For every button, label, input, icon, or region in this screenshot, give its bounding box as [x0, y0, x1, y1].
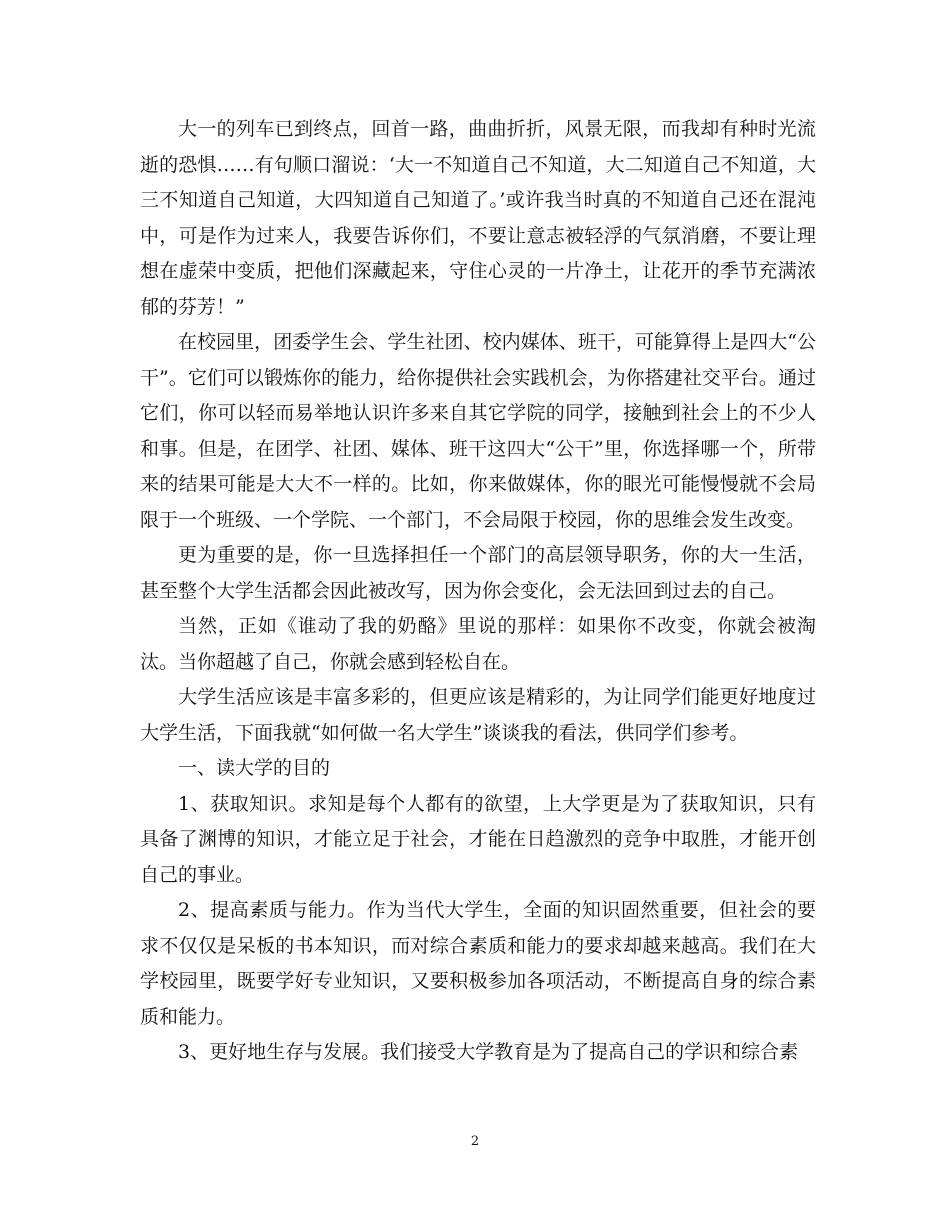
paragraph: 大一的列车已到终点，回首一路，曲曲折折，风景无限，而我却有种时光流逝的恐惧……有句顺口溜说：‘大一不知道自己不知道，大二知道自己不知道，大三不知道自己知道，大四知道自己知道了。’或许我当时真的不知道自己还在混沌中，可是作为过来人，我要告诉你们，不要让意志被轻浮的气氛消磨，不要让理想在虚荣中变质，把他们深藏起来，守住心灵的一片净土，让花开的季节充满浓郁的芬芳！”	[140, 118, 816, 318]
paragraph: 1、获取知识。求知是每个人都有的欲望，上大学更是为了获取知识，只有具备了渊博的知识，才能立足于社会，才能在日趋激烈的竞争中取胜，才能开创自己的事业。	[140, 792, 816, 886]
paragraph: 更为重要的是，你一旦选择担任一个部门的高层领导职务，你的大一生活，甚至整个大学生活都会因此被改写，因为你会变化，会无法回到过去的自己。	[140, 544, 816, 602]
paragraph: 在校园里，团委学生会、学生社团、校内媒体、班干，可能算得上是四大“公干”。它们可以锻炼你的能力，给你提供社会实践机会，为你搭建社交平台。通过它们，你可以轻而易举地认识许多来自其它学院的同学，接触到社会上的不少人和事。但是，在团学、社团、媒体、班干这四大“公干”里，你选择哪一个，所带来的结果可能是大大不一样的。比如，你来做媒体，你的眼光可能慢慢就不会局限于一个班级、一个学院、一个部门，不会局限于校园，你的思维会发生改变。	[140, 331, 816, 531]
paragraph: 3、更好地生存与发展。我们接受大学教育是为了提高自己的学识和综合素	[178, 1041, 799, 1063]
page-number: 2	[470, 1134, 480, 1149]
body-text	[140, 112, 816, 1071]
section-heading: 一、读大学的目的	[178, 757, 331, 779]
paragraph: 当然，正如《谁动了我的奶酪》里说的那样：如果你不改变，你就会被淘汰。当你超越了自己，你就会感到轻松自在。	[140, 615, 816, 673]
paragraph: 2、提高素质与能力。作为当代大学生，全面的知识固然重要，但社会的要求不仅仅是呆板的书本知识，而对综合素质和能力的要求却越来越高。我们在大学校园里，既要学好专业知识，又要积极参加各项活动，不断提高自身的综合素质和能力。	[140, 899, 816, 1028]
paragraph: 大学生活应该是丰富多彩的，但更应该是精彩的，为让同学们能更好地度过大学生活，下面我就“如何做一名大学生”谈谈我的看法，供同学们参考。	[140, 686, 816, 744]
